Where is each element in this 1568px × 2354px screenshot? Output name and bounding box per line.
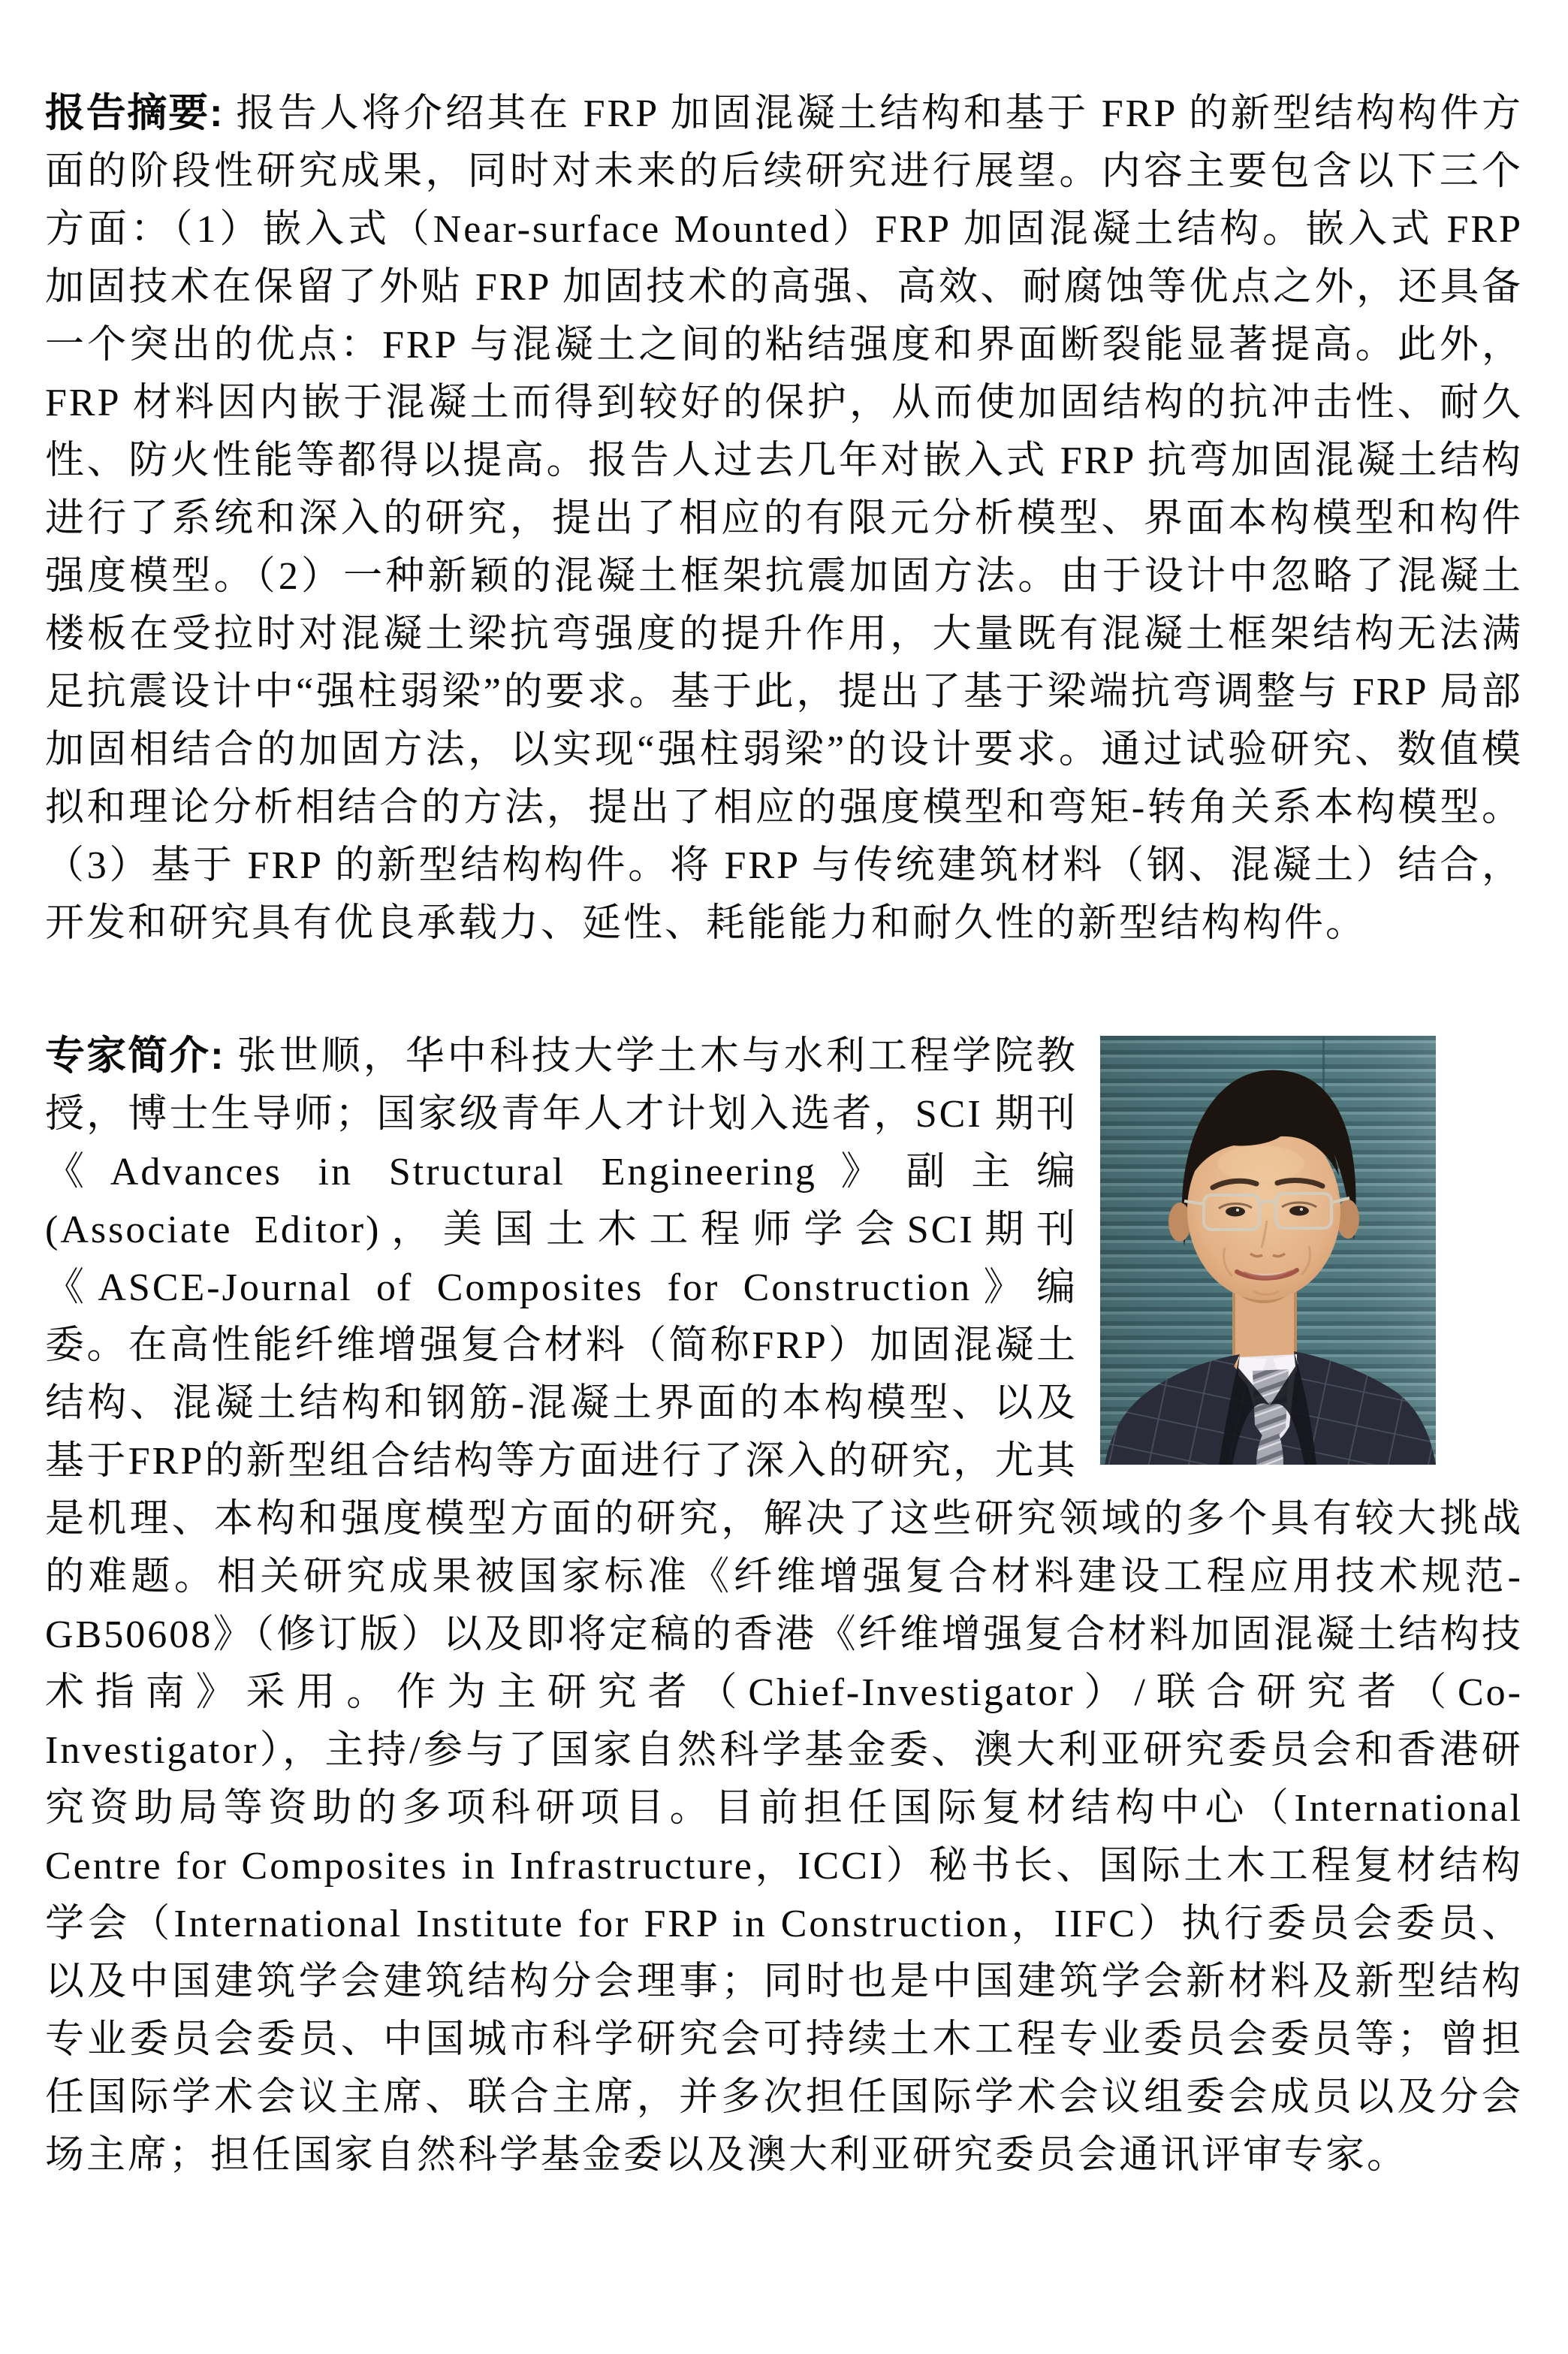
bio-paragraph <box>45 1027 1523 2184</box>
abstract-heading: 报告摘要: <box>45 91 224 135</box>
expert-photo <box>1100 1036 1436 1465</box>
bio-heading: 专家简介: <box>45 1034 225 1078</box>
expert-photo-illustration <box>1100 1036 1436 1465</box>
abstract-paragraph <box>45 84 1523 952</box>
abstract-body: 报告人将介绍其在 FRP 加固混凝土结构和基于 FRP 的新型结构构件方面的阶段性研究成果，同时对未来的后续研究进行展望。内容主要包含以下三个方面：（1）嵌入式（Near-surface Mounted）FRP 加固混凝土结构。嵌入式 FRP 加固技术在保留了外贴 FRP 加固技术的高强、高效、耐腐蚀等优点之外，还具备一个突出的优点：FRP 与混凝土之间的粘结强度和界面断裂能显著提高。此外，FRP 材料因内嵌于混凝土而得到较好的保护，从而使加固结构的抗冲击性、耐久性、防火性能等都得以提高。报告人过去几年对嵌入式 FRP 抗弯加固混凝土结构进行了系统和深入的研究，提出了相应的有限元分析模型、界面本构模型和构件强度模型。（2）一种新颖的混凝土框架抗震加固方法。由于设计中忽略了混凝土楼板在受拉时对混凝土梁抗弯强度的提升作用，大量既有混凝土框架结构无法满足抗震设计中“强柱弱梁”的要求。基于此，提出了基于梁端抗弯调整与 FRP 局部加固相结合的加固方法，以实现“强柱弱梁”的设计要求。通过试验研究、数值模拟和理论分析相结合的方法，提出了相应的强度模型和弯矩-转角关系本构模型。（3）基于 FRP 的新型结构构件。将 FRP 与传统建筑材料（钢、混凝土）结合，开发和研究具有优良承载力、延性、耗能能力和耐久性的新型结构构件。 <box>45 92 1523 945</box>
forehead-highlight <box>1217 1145 1304 1182</box>
bio-body: 张世顺，华中科技大学土木与水利工程学院教授，博士生导师；国家级青年人才计划入选者，SCI 期刊《Advances in Structural Engineering》副主编 (Associate Editor)，美国土木工程师学会SCI期刊《ASCE-Journal of Composites for Construction》编委。在高性能纤维增强复合材料（简称FRP）加固混凝土结构、混凝土结构和钢筋-混凝土界面的本构模型、以及基于FRP的新型组合结构等方面进行了深入的研究，尤其是机理、本构和强度模型方面的研究，解决了这些研究领域的多个具有较大挑战的难题。相关研究成果被国家标准《纤维增强复合材料建设工程应用技术规范-GB50608》（修订版）以及即将定稿的香港《纤维增强复合材料加固混凝土结构技术指南》采用。作为主研究者（Chief-Investigator）/联合研究者（Co-Investigator），主持/参与了国家自然科学基金委、澳大利亚研究委员会和香港研究资助局等资助的多项科研项目。目前担任国际复材结构中心（International Centre for Composites in Infrastructure，ICCI）秘书长、国际土木工程复材结构学会（International Institute for FRP in Construction，IIFC）执行委员会委员、以及中国建筑学会建筑结构分会理事；同时也是中国建筑学会新材料及新型结构专业委员会委员、中国城市科学研究会可持续土木工程专业委员会委员等；曾担任国际学术会议主席、联合主席，并多次担任国际学术会议组委会成员以及分会场主席；担任国家自然科学基金委以及澳大利亚研究委员会通讯评审专家。 <box>45 1035 1523 2177</box>
